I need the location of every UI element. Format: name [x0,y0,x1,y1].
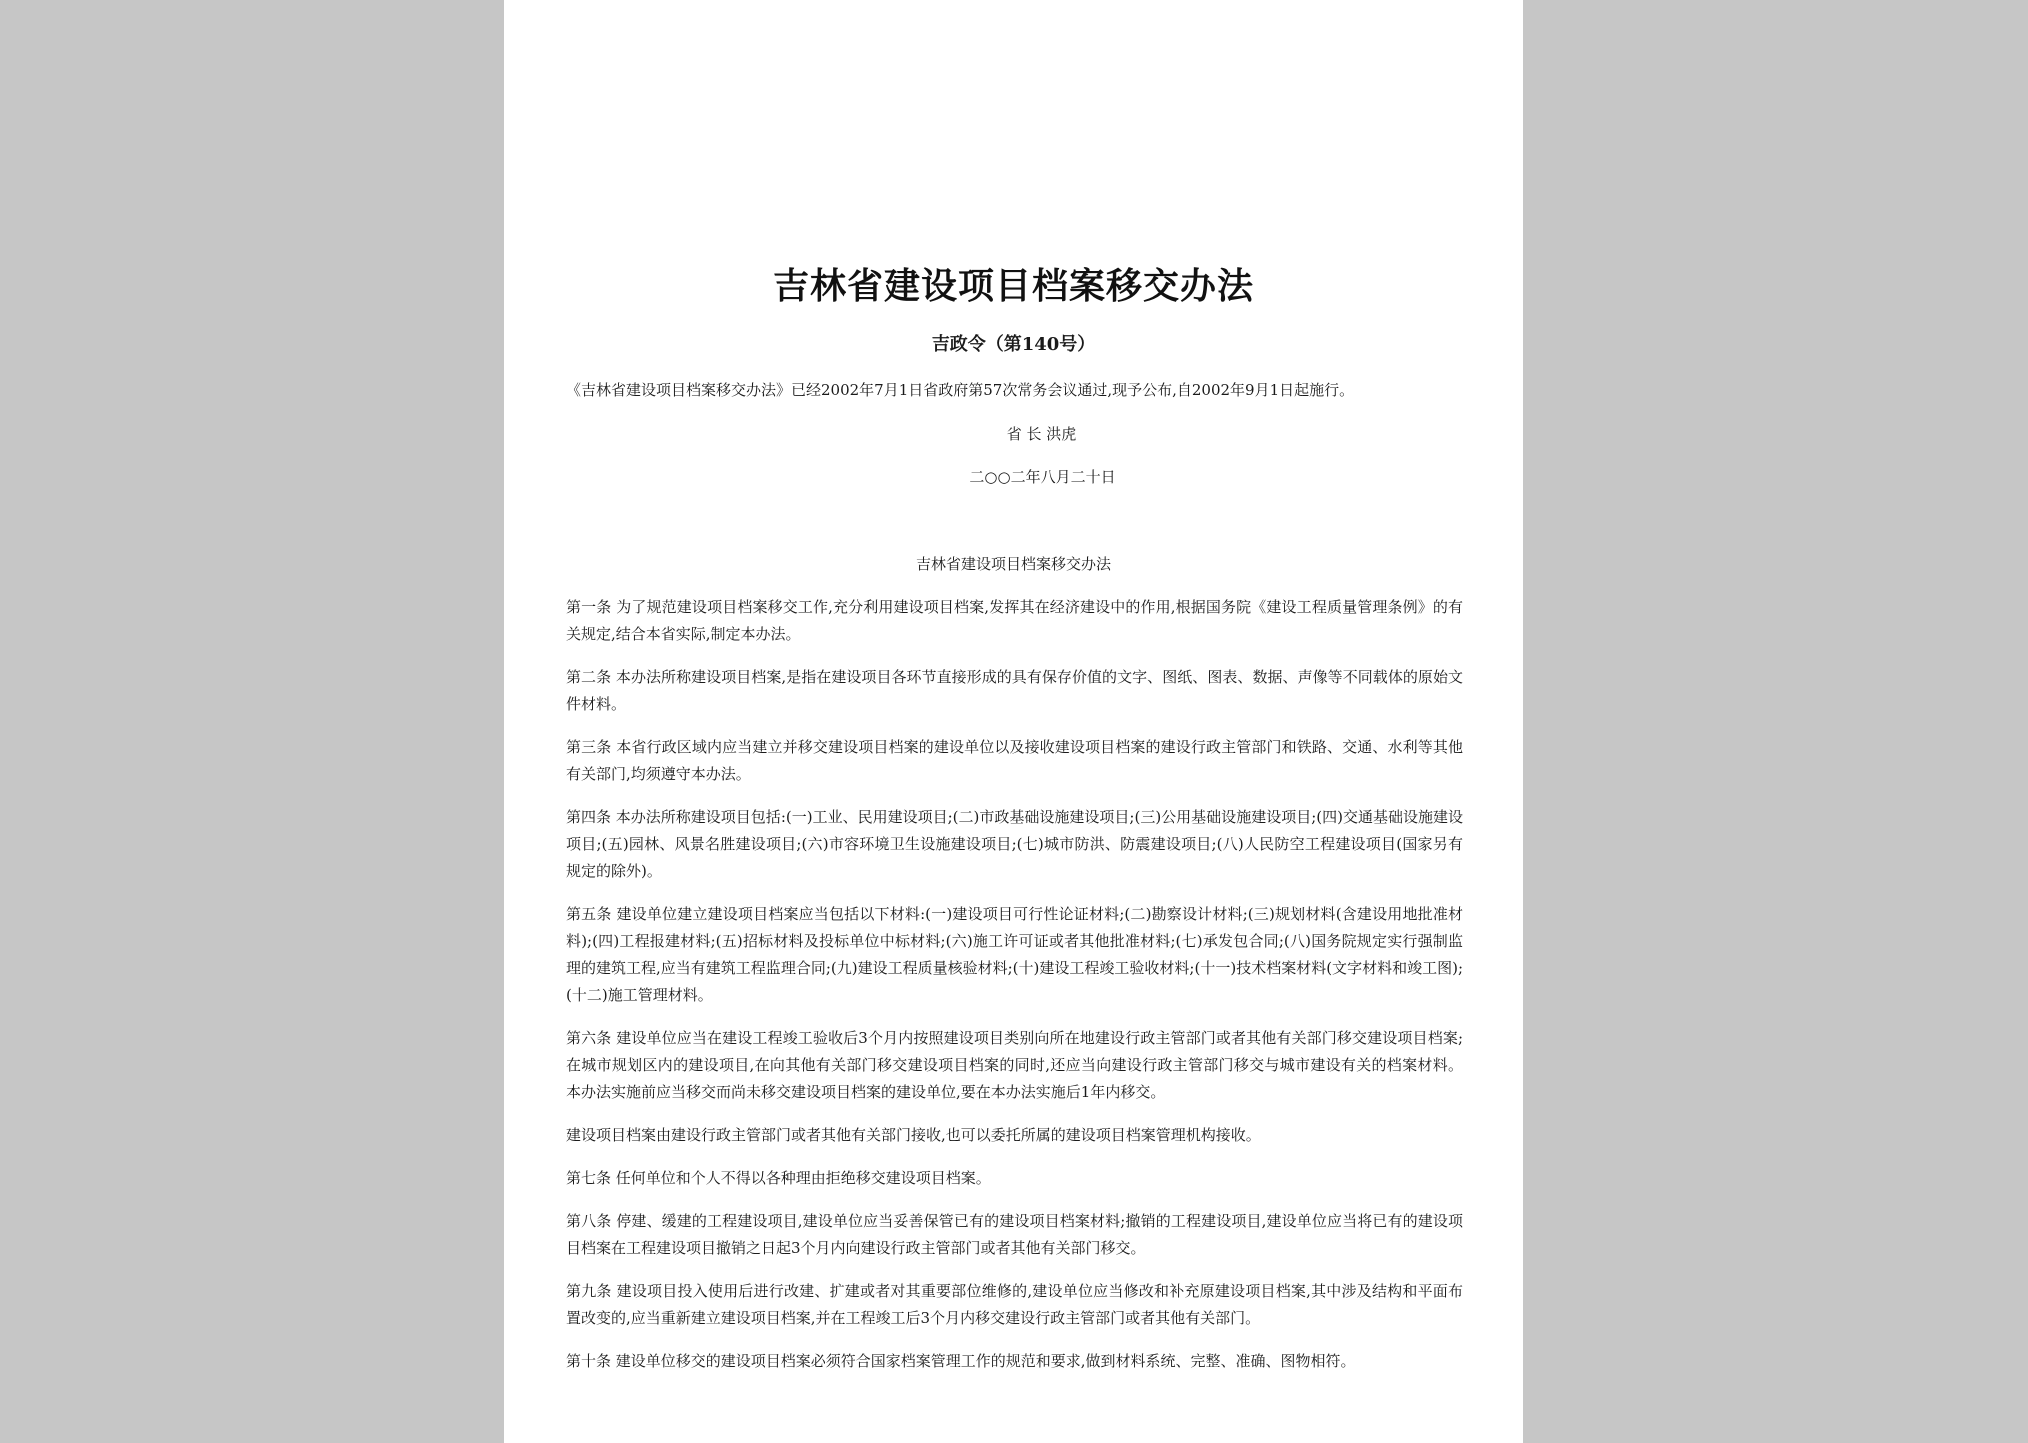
article-6-paragraph-2: 建设项目档案由建设行政主管部门或者其他有关部门接收,也可以委托所属的建设项目档案管理机构接收。 [566,1126,1261,1144]
articles-body [566,594,1463,1391]
order-number: 吉政令（第140号） [931,334,1096,355]
article-4: 第四条 本办法所称建设项目包括:(一)工业、民用建设项目;(二)市政基础设施建设项目;(三)公用基础设施建设项目;(四)交通基础设施建设项目;(五)园林、风景名胜建设项目;(六)市容环境卫生设施建设项目;(七)城市防洪、防震建设项目;(八)人民防空工程建设项目(国家另有规定的除外)。 [566,808,1463,880]
article-5: 第五条 建设单位建立建设项目档案应当包括以下材料:(一)建设项目可行性论证材料;(二)勘察设计材料;(三)规划材料(含建设用地批准材料);(四)工程报建材料;(五)招标材料及投标单位中标材料;(六)施工许可证或者其他批准材料;(七)承发包合同;(八)国务院规定实行强制监理的建筑工程,应当有建筑工程监理合同;(九)建设工程质量核验材料;(十)建设工程竣工验收材料;(十一)技术档案材料(文字材料和竣工图);(十二)施工管理材料。 [566,905,1463,1004]
article-3: 第三条 本省行政区域内应当建立并移交建设项目档案的建设单位以及接收建设项目档案的建设行政主管部门和铁路、交通、水利等其他有关部门,均须遵守本办法。 [566,738,1463,783]
document-title: 吉林省建设项目档案移交办法 [772,265,1254,307]
article-8: 第八条 停建、缓建的工程建设项目,建设单位应当妥善保管已有的建设项目档案材料;撤销的工程建设项目,建设单位应当将已有的建设项目档案在工程建设项目撤销之日起3个月内向建设行政主管部门或者其他有关部门移交。 [566,1212,1463,1257]
article-9: 第九条 建设项目投入使用后进行改建、扩建或者对其重要部位维修的,建设单位应当修改和补充原建设项目档案,其中涉及结构和平面布置改变的,应当重新建立建设项目档案,并在工程竣工后3个月内移交建设行政主管部门或者其他有关部门。 [566,1282,1463,1327]
promulgation-notice: 《吉林省建设项目档案移交办法》已经2002年7月1日省政府第57次常务会议通过,现予公布,自2002年9月1日起施行。 [566,381,1355,399]
article-1: 第一条 为了规范建设项目档案移交工作,充分利用建设项目档案,发挥其在经济建设中的作用,根据国务院《建设工程质量管理条例》的有关规定,结合本省实际,制定本办法。 [566,598,1463,643]
article-7: 第七条 任何单位和个人不得以各种理由拒绝移交建设项目档案。 [566,1169,991,1187]
article-2: 第二条 本办法所称建设项目档案,是指在建设项目各环节直接形成的具有保存价值的文字、图纸、图表、数据、声像等不同载体的原始文件材料。 [566,668,1463,713]
article-10: 第十条 建设单位移交的建设项目档案必须符合国家档案管理工作的规范和要求,做到材料系统、完整、准确、图物相符。 [566,1352,1356,1370]
document-page [504,0,1523,1443]
document-subtitle: 吉林省建设项目档案移交办法 [915,555,1111,573]
issue-date: 二○○二年八月二十日 [969,468,1116,486]
article-6: 第六条 建设单位应当在建设工程竣工验收后3个月内按照建设项目类别向所在地建设行政主管部门或者其他有关部门移交建设项目档案;在城市规划区内的建设项目,在向其他有关部门移交建设项目档案的同时,还应当向建设行政主管部门移交与城市建设有关的档案材料。 本办法实施前应当移交而尚未移交建设项目档案的建设单位,要在本办法实施后1年内移交。 [566,1029,1463,1101]
signer: 省 长 洪虎 [1006,425,1077,443]
